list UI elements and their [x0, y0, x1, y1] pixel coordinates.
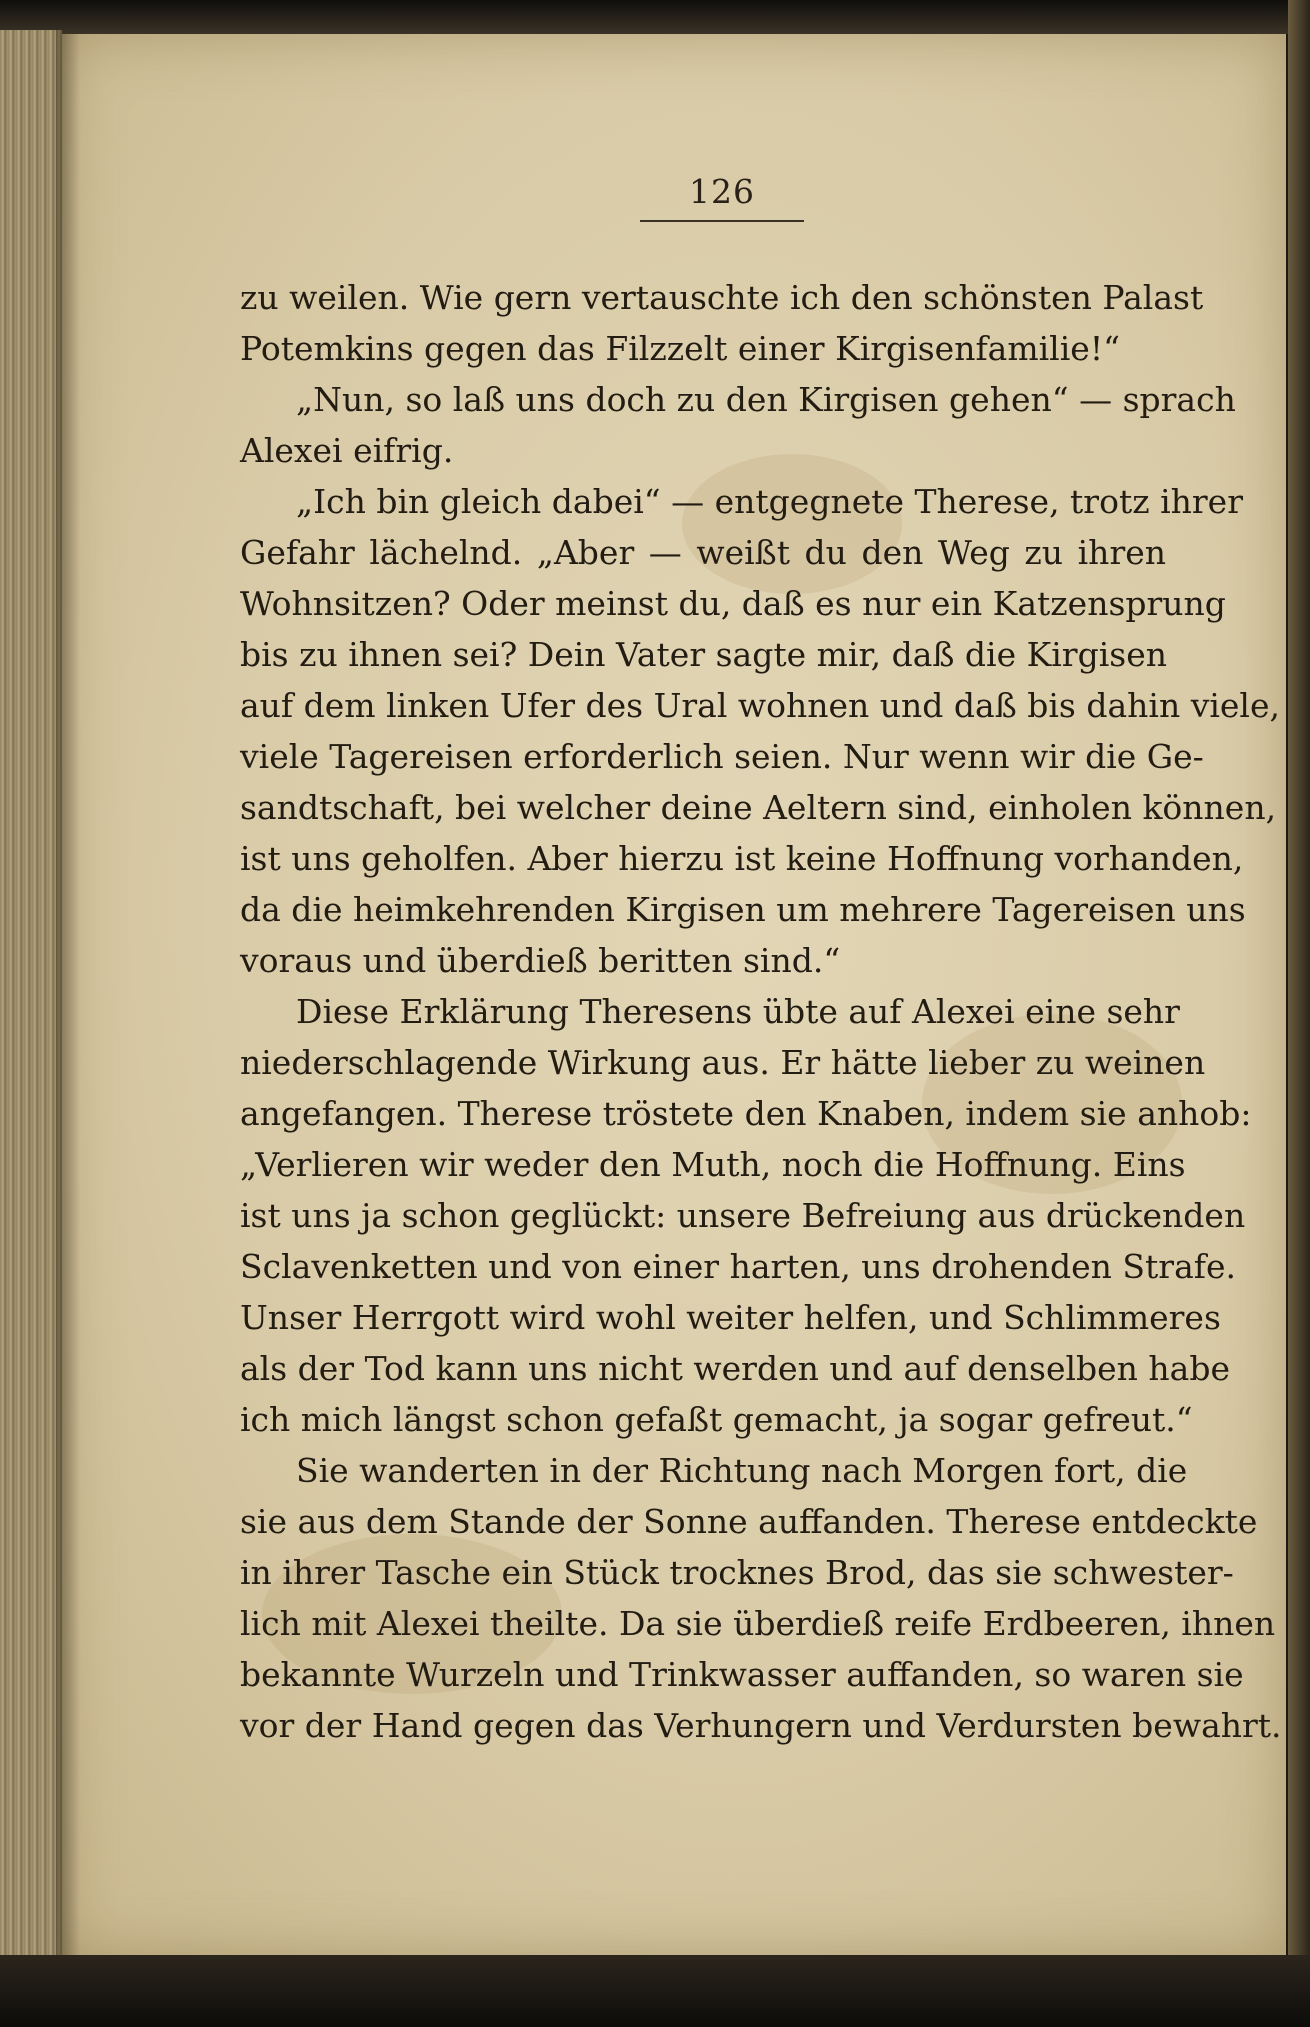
text-line: auf dem linken Ufer des Ural wohnen und daß bis dahin viele, [240, 686, 1280, 725]
text-line: ich mich längst schon gefaßt gemacht, ja sogar gefreut.“ [240, 1400, 1193, 1439]
text-line: sandtschaft, bei welcher deine Aeltern sind, einholen können, [240, 788, 1277, 827]
text-line: bis zu ihnen sei? Dein Vater sagte mir, daß die Kirgisen [240, 635, 1167, 674]
text-line: Sie wanderten in der Richtung nach Morgen fort, die [296, 1451, 1188, 1490]
text-line: ist uns geholfen. Aber hierzu ist keine Hoffnung vorhanden, [240, 839, 1244, 878]
text-line: Potemkins gegen das Filzzelt einer Kirgisenfamilie!“ [240, 329, 1120, 368]
body-text [240, 272, 1282, 1751]
text-line: Unser Herrgott wird wohl weiter helfen, und Schlimmeres [240, 1298, 1221, 1337]
text-line: Diese Erklärung Theresens übte auf Alexei eine sehr [296, 992, 1180, 1031]
text-line: „Verlieren wir weder den Muth, noch die Hoffnung. Eins [240, 1145, 1186, 1184]
text-line: niederschlagende Wirkung aus. Er hätte lieber zu weinen [240, 1043, 1206, 1082]
scanner-top-background [0, 0, 1310, 34]
text-line: vor der Hand gegen das Verhungern und Verdursten bewahrt. [240, 1706, 1282, 1745]
gutter-shadow [56, 30, 80, 1960]
text-line: voraus und überdieß beritten sind.“ [240, 941, 841, 980]
text-line: sie aus dem Stande der Sonne auffanden. Therese entdeckte [240, 1502, 1258, 1541]
scanner-bottom-background [0, 1955, 1310, 2027]
header-rule [640, 220, 804, 222]
text-line: als der Tod kann uns nicht werden und auf denselben habe [240, 1349, 1230, 1388]
text-line: viele Tagereisen erforderlich seien. Nur wenn wir die Ge- [240, 737, 1204, 776]
text-line: Alexei eifrig. [240, 431, 454, 470]
text-line: bekannte Wurzeln und Trinkwasser auffanden, so waren sie [240, 1655, 1244, 1694]
text-line: Wohnsitzen? Oder meinst du, daß es nur ein Katzensprung [240, 584, 1226, 623]
text-line: in ihrer Tasche ein Stück trocknes Brod, das sie schwester- [240, 1553, 1234, 1592]
text-line: angefangen. Therese tröstete den Knaben, indem sie anhob: [240, 1094, 1252, 1133]
text-line: zu weilen. Wie gern vertauschte ich den schönsten Palast [240, 278, 1204, 317]
text-line: „Ich bin gleich dabei“ — entgegnete Therese, trotz ihrer [296, 482, 1243, 521]
text-line: da die heimkehrenden Kirgisen um mehrere Tagereisen uns [240, 890, 1246, 929]
book-cover-edge [1288, 0, 1310, 2027]
page-number: 126 [689, 172, 755, 211]
page-block-edge [0, 30, 62, 1960]
text-line: „Nun, so laß uns doch zu den Kirgisen gehen“ — sprach [296, 380, 1236, 419]
page-header [640, 172, 804, 222]
text-line: lich mit Alexei theilte. Da sie überdieß reife Erdbeeren, ihnen [240, 1604, 1276, 1643]
text-line: Gefahr lächelnd. „Aber — weißt du den Weg zu ihren [240, 533, 1166, 572]
text-line: Sclavenketten und von einer harten, uns drohenden Strafe. [240, 1247, 1236, 1286]
text-line: ist uns ja schon geglückt: unsere Befreiung aus drückenden [240, 1196, 1246, 1235]
